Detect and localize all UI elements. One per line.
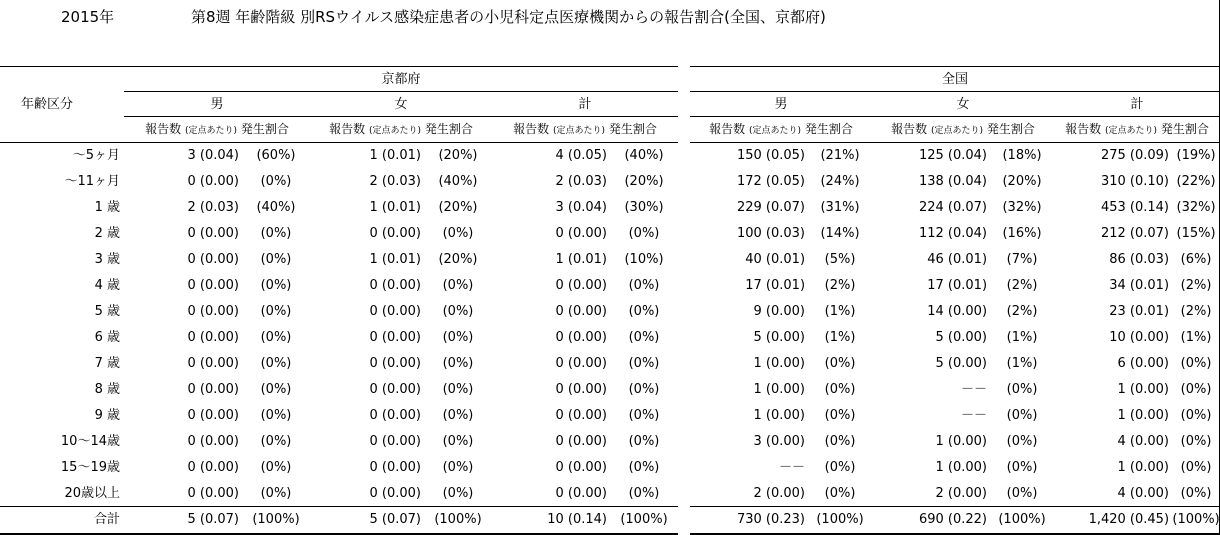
table-row — [0, 273, 1220, 299]
rate-cell: (30%) — [624, 200, 664, 215]
column-gap — [678, 299, 690, 325]
count-cell: 0 (0.00) — [369, 460, 421, 475]
rate-cell: (0%) — [824, 356, 856, 371]
table-row — [0, 221, 1220, 247]
count-cell: 0 (0.00) — [369, 278, 421, 293]
rate-cell: (0%) — [260, 304, 292, 319]
rate-cell: (0%) — [260, 252, 292, 267]
count-cell: 1 (0.00) — [753, 356, 806, 371]
count-cell: 310 (0.10) — [1100, 174, 1170, 189]
subheader-rate: 発生割合 — [424, 122, 473, 136]
rate-cell: (20%) — [438, 148, 478, 164]
age-cell: 7 歳 — [94, 356, 120, 371]
count-cell: 10 (0.14) — [492, 507, 610, 534]
rate-cell: (100%) — [242, 507, 310, 534]
rate-cell: (6%) — [1180, 252, 1212, 267]
rate-cell: (0%) — [1180, 434, 1212, 449]
age-cell: 2 歳 — [94, 226, 120, 241]
rate-cell: (7%) — [1006, 252, 1038, 267]
count-cell: 14 (0.00) — [927, 304, 988, 319]
age-cell: 9 歳 — [94, 408, 120, 423]
count-cell: 0 (0.00) — [187, 226, 239, 241]
subheader-per-site: (定点あたり) — [184, 126, 238, 136]
rate-cell: (0%) — [442, 408, 474, 423]
subheader-per-site: (定点あたり) — [552, 126, 606, 136]
rate-cell: (0%) — [628, 485, 660, 501]
rate-cell: (40%) — [438, 174, 478, 189]
count-cell: 2 (0.03) — [369, 174, 421, 189]
column-gap — [678, 325, 690, 351]
count-cell: 229 (0.07) — [736, 200, 806, 215]
age-cell: 20歳以上 — [64, 485, 120, 501]
count-cell: 1 (0.00) — [935, 434, 988, 449]
age-column-header: 年齢区分 — [0, 67, 124, 143]
column-gap — [678, 429, 690, 455]
rate-cell: (0%) — [1006, 408, 1038, 423]
count-cell: 125 (0.04) — [918, 148, 988, 164]
count-cell: 5 (0.07) — [124, 507, 242, 534]
table-row — [0, 377, 1220, 403]
table-row — [0, 169, 1220, 195]
rate-cell: (60%) — [256, 148, 296, 164]
count-cell: 0 (0.00) — [187, 485, 239, 501]
rate-cell: (0%) — [628, 434, 660, 449]
column-gap — [678, 195, 690, 221]
rate-cell: (15%) — [1176, 226, 1216, 241]
age-cell: ～11ヶ月 — [64, 174, 120, 189]
subheader-cell — [690, 117, 872, 143]
column-gap — [678, 92, 690, 117]
subheader-rate: 発生割合 — [608, 122, 657, 136]
count-cell: 1 (0.00) — [753, 382, 806, 397]
subheader-cell — [310, 117, 492, 143]
rate-cell: (0%) — [442, 434, 474, 449]
count-cell: 4 (0.00) — [1117, 434, 1170, 449]
count-cell: 1 (0.00) — [935, 460, 988, 475]
rate-cell: (31%) — [820, 200, 860, 215]
table-row — [0, 351, 1220, 377]
rate-cell: (21%) — [820, 148, 860, 164]
rate-cell: (100%) — [610, 507, 678, 534]
rate-cell: (0%) — [628, 278, 660, 293]
count-cell: 0 (0.00) — [187, 356, 239, 371]
count-cell: 138 (0.04) — [918, 174, 988, 189]
count-cell: 1 (0.01) — [369, 252, 421, 267]
column-gap — [678, 481, 690, 507]
count-cell: 0 (0.00) — [369, 485, 421, 501]
rate-cell: (1%) — [1180, 330, 1212, 345]
subheader-count: 報告数 — [145, 122, 182, 136]
count-cell: 10 (0.00) — [1109, 330, 1170, 345]
rate-cell: (1%) — [1006, 356, 1038, 371]
count-cell: 3 (0.04) — [187, 148, 239, 164]
rate-cell: (0%) — [824, 485, 856, 501]
count-cell: 0 (0.00) — [555, 382, 607, 397]
rate-cell: (100%) — [1172, 507, 1220, 534]
age-cell: 合計 — [0, 507, 124, 534]
subheader-per-site: (定点あたり) — [931, 126, 984, 136]
rate-cell: (0%) — [628, 226, 660, 241]
rate-cell: (0%) — [824, 434, 856, 449]
table-row — [0, 455, 1220, 481]
count-cell: －－ — [779, 460, 806, 475]
count-cell: 0 (0.00) — [369, 330, 421, 345]
sex-header-female-national: 女 — [872, 92, 1054, 117]
count-cell: 0 (0.00) — [187, 382, 239, 397]
rate-cell: (0%) — [1180, 408, 1212, 423]
table-row — [0, 325, 1220, 351]
rate-cell: (0%) — [628, 304, 660, 319]
rate-cell: (0%) — [442, 382, 474, 397]
count-cell: 17 (0.01) — [927, 278, 988, 293]
subheader-cell — [492, 117, 678, 143]
count-cell: 3 (0.00) — [753, 434, 806, 449]
rate-cell: (0%) — [628, 330, 660, 345]
rate-cell: (32%) — [1002, 200, 1042, 215]
rate-cell: (14%) — [820, 226, 860, 241]
subheader-count: 報告数 — [513, 122, 550, 136]
table-row — [0, 247, 1220, 273]
count-cell: 212 (0.07) — [1100, 226, 1170, 241]
age-cell: 1 歳 — [94, 200, 120, 215]
age-cell: 4 歳 — [94, 278, 120, 293]
count-cell: 0 (0.00) — [369, 226, 421, 241]
count-cell: 0 (0.00) — [555, 356, 607, 371]
count-cell: 5 (0.00) — [935, 330, 988, 345]
rate-cell: (0%) — [442, 356, 474, 371]
age-cell: 6 歳 — [94, 330, 120, 345]
column-gap — [678, 247, 690, 273]
table-row — [0, 195, 1220, 221]
column-gap — [678, 117, 690, 143]
table-row — [0, 403, 1220, 429]
table-row — [0, 429, 1220, 455]
count-cell: 453 (0.14) — [1100, 200, 1170, 215]
subheader-rate: 発生割合 — [804, 122, 853, 136]
count-cell: 150 (0.05) — [736, 148, 806, 164]
count-cell: 2 (0.00) — [753, 485, 806, 501]
count-cell: 0 (0.00) — [555, 460, 607, 475]
age-cell: 8 歳 — [94, 382, 120, 397]
rate-cell: (20%) — [438, 252, 478, 267]
count-cell: 0 (0.00) — [187, 330, 239, 345]
rate-cell: (0%) — [442, 226, 474, 241]
page-title: 第8週 年齢階級 別RSウイルス感染症患者の小児科定点医療機関からの報告割合(全国、京都府) — [191, 8, 826, 26]
column-gap — [678, 169, 690, 195]
column-gap — [678, 455, 690, 481]
sex-header-male-national: 男 — [690, 92, 872, 117]
rate-cell: (18%) — [1002, 148, 1042, 164]
count-cell: 690 (0.22) — [872, 507, 990, 534]
rate-cell: (0%) — [260, 174, 292, 189]
rate-cell: (0%) — [260, 278, 292, 293]
rate-cell: (0%) — [442, 330, 474, 345]
count-cell: 0 (0.00) — [187, 174, 239, 189]
region-header-kyoto: 京都府 — [124, 67, 678, 92]
rate-cell: (0%) — [628, 356, 660, 371]
column-gap — [678, 351, 690, 377]
count-cell: 100 (0.03) — [736, 226, 806, 241]
age-cell: 15～19歳 — [60, 460, 120, 475]
rate-cell: (0%) — [1006, 382, 1038, 397]
count-cell: 0 (0.00) — [555, 485, 607, 501]
age-cell: 5 歳 — [94, 304, 120, 319]
subheader-cell — [1054, 117, 1220, 143]
count-cell: 0 (0.00) — [369, 434, 421, 449]
count-cell: 1 (0.01) — [369, 148, 421, 164]
count-cell: 730 (0.23) — [690, 507, 808, 534]
count-cell: 0 (0.00) — [369, 382, 421, 397]
subheader-count: 報告数 — [1065, 122, 1102, 136]
count-cell: 1 (0.00) — [1117, 460, 1170, 475]
count-cell: 9 (0.00) — [753, 304, 806, 319]
rate-cell: (22%) — [1176, 174, 1216, 189]
count-cell: 275 (0.09) — [1100, 148, 1170, 164]
subheader-count: 報告数 — [709, 122, 746, 136]
count-cell: 5 (0.00) — [935, 356, 988, 371]
rate-cell: (2%) — [1180, 278, 1212, 293]
rate-cell: (100%) — [990, 507, 1054, 534]
count-cell: 34 (0.01) — [1109, 278, 1170, 293]
age-cell: ～5ヶ月 — [72, 148, 120, 164]
count-cell: 2 (0.03) — [555, 174, 607, 189]
count-cell: 1 (0.00) — [1117, 382, 1170, 397]
count-cell: 5 (0.07) — [310, 507, 424, 534]
table-row — [0, 299, 1220, 325]
rate-cell: (10%) — [624, 252, 664, 267]
sex-header-total-national: 計 — [1054, 92, 1220, 117]
rate-cell: (0%) — [824, 408, 856, 423]
count-cell: 0 (0.00) — [369, 408, 421, 423]
subheader-rate: 発生割合 — [1160, 122, 1209, 136]
rate-cell: (40%) — [624, 148, 664, 164]
rate-cell: (20%) — [624, 174, 664, 189]
count-cell: 0 (0.00) — [187, 304, 239, 319]
count-cell: 0 (0.00) — [187, 252, 239, 267]
count-cell: 86 (0.03) — [1109, 252, 1170, 267]
age-cell: 10～14歳 — [60, 434, 120, 449]
rate-cell: (40%) — [256, 200, 296, 215]
column-gap — [678, 377, 690, 403]
subheader-cell — [872, 117, 1054, 143]
count-cell: 0 (0.00) — [187, 408, 239, 423]
rate-cell: (0%) — [1180, 485, 1212, 501]
count-cell: 0 (0.00) — [187, 434, 239, 449]
rate-cell: (100%) — [424, 507, 492, 534]
column-gap — [678, 507, 690, 534]
sex-header-total-kyoto: 計 — [492, 92, 678, 117]
rate-cell: (32%) — [1176, 200, 1216, 215]
subheader-cell — [124, 117, 310, 143]
sex-header-male-kyoto: 男 — [124, 92, 310, 117]
count-cell: 0 (0.00) — [555, 304, 607, 319]
table-row — [0, 507, 1220, 534]
region-header-national: 全国 — [690, 67, 1220, 92]
rate-cell: (0%) — [442, 485, 474, 501]
count-cell: 1,420 (0.45) — [1054, 507, 1172, 534]
rate-cell: (0%) — [1180, 356, 1212, 371]
count-cell: －－ — [961, 408, 988, 423]
rate-cell: (0%) — [442, 460, 474, 475]
rate-cell: (0%) — [824, 460, 856, 475]
rate-cell: (0%) — [628, 408, 660, 423]
column-gap — [678, 67, 690, 92]
count-cell: 0 (0.00) — [555, 434, 607, 449]
count-cell: －－ — [961, 382, 988, 397]
rate-cell: (2%) — [1006, 278, 1038, 293]
rate-cell: (0%) — [260, 356, 292, 371]
column-gap — [678, 403, 690, 429]
subheader-rate: 発生割合 — [240, 122, 289, 136]
subheader-per-site: (定点あたり) — [749, 126, 802, 136]
count-cell: 224 (0.07) — [918, 200, 988, 215]
count-cell: 2 (0.03) — [187, 200, 239, 215]
rate-cell: (2%) — [1006, 304, 1038, 319]
count-cell: 0 (0.00) — [555, 330, 607, 345]
count-cell: 0 (0.00) — [555, 408, 607, 423]
count-cell: 172 (0.05) — [736, 174, 806, 189]
column-gap — [678, 143, 690, 169]
count-cell: 4 (0.05) — [555, 148, 607, 164]
rate-cell: (2%) — [824, 278, 856, 293]
count-cell: 1 (0.01) — [555, 252, 607, 267]
rate-cell: (0%) — [260, 485, 292, 501]
rate-cell: (19%) — [1176, 148, 1216, 164]
count-cell: 40 (0.01) — [745, 252, 806, 267]
count-cell: 17 (0.01) — [745, 278, 806, 293]
report-year: 2015年 — [61, 8, 115, 26]
count-cell: 46 (0.01) — [927, 252, 988, 267]
rate-cell: (0%) — [1006, 485, 1038, 501]
count-cell: 1 (0.00) — [753, 408, 806, 423]
rate-cell: (5%) — [824, 252, 856, 267]
rate-cell: (20%) — [1002, 174, 1042, 189]
rate-cell: (0%) — [442, 304, 474, 319]
count-cell: 0 (0.00) — [555, 226, 607, 241]
rate-cell: (0%) — [628, 460, 660, 475]
rate-cell: (1%) — [824, 304, 856, 319]
rate-cell: (0%) — [260, 460, 292, 475]
rate-cell: (1%) — [824, 330, 856, 345]
count-cell: 6 (0.00) — [1117, 356, 1170, 371]
age-cell: 3 歳 — [94, 252, 120, 267]
age-report-table — [0, 66, 1220, 535]
count-cell: 1 (0.01) — [369, 200, 421, 215]
count-cell: 0 (0.00) — [187, 460, 239, 475]
column-gap — [678, 273, 690, 299]
rate-cell: (0%) — [260, 226, 292, 241]
count-cell: 3 (0.04) — [555, 200, 607, 215]
count-cell: 5 (0.00) — [753, 330, 806, 345]
rate-cell: (1%) — [1006, 330, 1038, 345]
count-cell: 0 (0.00) — [369, 304, 421, 319]
rate-cell: (0%) — [442, 278, 474, 293]
rate-cell: (0%) — [1006, 460, 1038, 475]
rate-cell: (2%) — [1180, 304, 1212, 319]
subheader-per-site: (定点あたり) — [368, 126, 422, 136]
count-cell: 4 (0.00) — [1117, 485, 1170, 501]
table-row — [0, 143, 1220, 169]
column-gap — [678, 221, 690, 247]
rate-cell: (0%) — [260, 330, 292, 345]
rate-cell: (0%) — [1006, 434, 1038, 449]
count-cell: 1 (0.00) — [1117, 408, 1170, 423]
count-cell: 2 (0.00) — [935, 485, 988, 501]
rate-cell: (0%) — [260, 408, 292, 423]
rate-cell: (0%) — [260, 382, 292, 397]
rate-cell: (100%) — [808, 507, 872, 534]
subheader-rate: 発生割合 — [986, 122, 1035, 136]
count-cell: 0 (0.00) — [369, 356, 421, 371]
count-cell: 112 (0.04) — [918, 226, 988, 241]
rate-cell: (0%) — [824, 382, 856, 397]
rate-cell: (0%) — [628, 382, 660, 397]
count-cell: 0 (0.00) — [187, 278, 239, 293]
count-cell: 23 (0.01) — [1109, 304, 1170, 319]
sex-header-female-kyoto: 女 — [310, 92, 492, 117]
subheader-per-site: (定点あたり) — [1105, 126, 1158, 136]
rate-cell: (0%) — [1180, 460, 1212, 475]
subheader-count: 報告数 — [891, 122, 928, 136]
rate-cell: (0%) — [260, 434, 292, 449]
rate-cell: (24%) — [820, 174, 860, 189]
count-cell: 0 (0.00) — [555, 278, 607, 293]
rate-cell: (16%) — [1002, 226, 1042, 241]
rate-cell: (0%) — [1180, 382, 1212, 397]
rate-cell: (20%) — [438, 200, 478, 215]
table-row — [0, 481, 1220, 507]
subheader-count: 報告数 — [329, 122, 366, 136]
